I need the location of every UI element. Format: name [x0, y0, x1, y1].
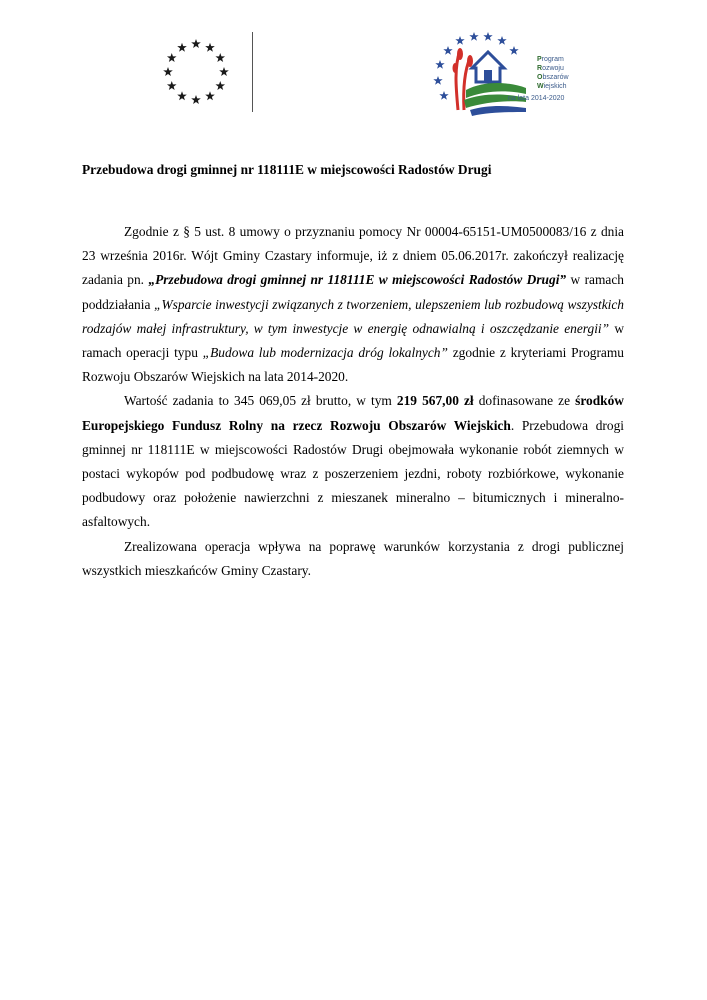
- document-title: Przebudowa drogi gminnej nr 118111E w miejscowości Radostów Drugi: [82, 162, 492, 177]
- eu-flag-stars-icon: [140, 30, 253, 112]
- paragraph-3: Zrealizowana operacja wpływa na poprawę warunków korzystania z drogi publicznej wszystkich mieszkańców Gminy Czastary.: [82, 538, 624, 578]
- eu-star-icon: [167, 81, 177, 90]
- eu-star-icon: [177, 91, 187, 100]
- eu-logo: [140, 30, 253, 112]
- paragraph-2: Wartość zadania to 345 069,05 zł brutto, w tym 219 567,00 zł dofinasowane ze środków Europejskiego Fundusz Rolny na rzecz Rozwoju Obszarów Wiejskich. Przebudowa drogi gminnej nr 118111E w miejscowości Radostów Drugi obejmowała wykonanie robót ziemnych w postaci wykopów pod podbudowę wraz z poszerzeniem jezdni, roboty rozbiórkowe, wykonanie podbudowy oraz położenie nawierzchni z mieszanek mineralno – bitumicznych i mineralno-asfaltowych.: [82, 393, 625, 530]
- eu-star-icon: [219, 67, 229, 76]
- logo-divider: [252, 32, 253, 112]
- paragraph-1: Zgodnie z § 5 ust. 8 umowy o przyznaniu pomocy Nr 00004-65151-UM0500083/16 z dnia 23 września 2016r. Wójt Gminy Czastary informuje, iż z dniem 05.06.2017r. zakończył realizację zadania pn. „Przebudowa drogi gminnej nr 118111E w miejscowości Radostów Drugi” w ramach poddziałania „Wsparcie inwestycji związanych z tworzeniem, ulepszeniem lub rozbudową wszystkich rodzajów małej infrastruktury, w tym inwestycje w energię odnawialną i oszczędzanie energii” w ramach operacji typu „Budowa lub modernizacja dróg lokalnych” zgodnie z kryteriami Programu Rozwoju Obszarów Wiejskich na lata 2014-2020.: [82, 224, 624, 385]
- eu-star-icon: [215, 81, 225, 90]
- eu-star-icon: [163, 67, 173, 76]
- eu-star-icon: [191, 39, 201, 48]
- eu-star-icon: [205, 43, 215, 52]
- eu-star-icon: [177, 43, 187, 52]
- eu-star-icon: [167, 53, 177, 62]
- document-body: [82, 220, 624, 583]
- prow-program-text: Program Rozwoju Obszarów Wiejskich: [537, 56, 569, 90]
- prow-years: na lata 2014-2020: [508, 95, 565, 102]
- eu-star-icon: [215, 53, 225, 62]
- eu-star-icon: [205, 91, 215, 100]
- prow-logo-icon: [430, 28, 540, 116]
- eu-star-icon: [191, 95, 201, 104]
